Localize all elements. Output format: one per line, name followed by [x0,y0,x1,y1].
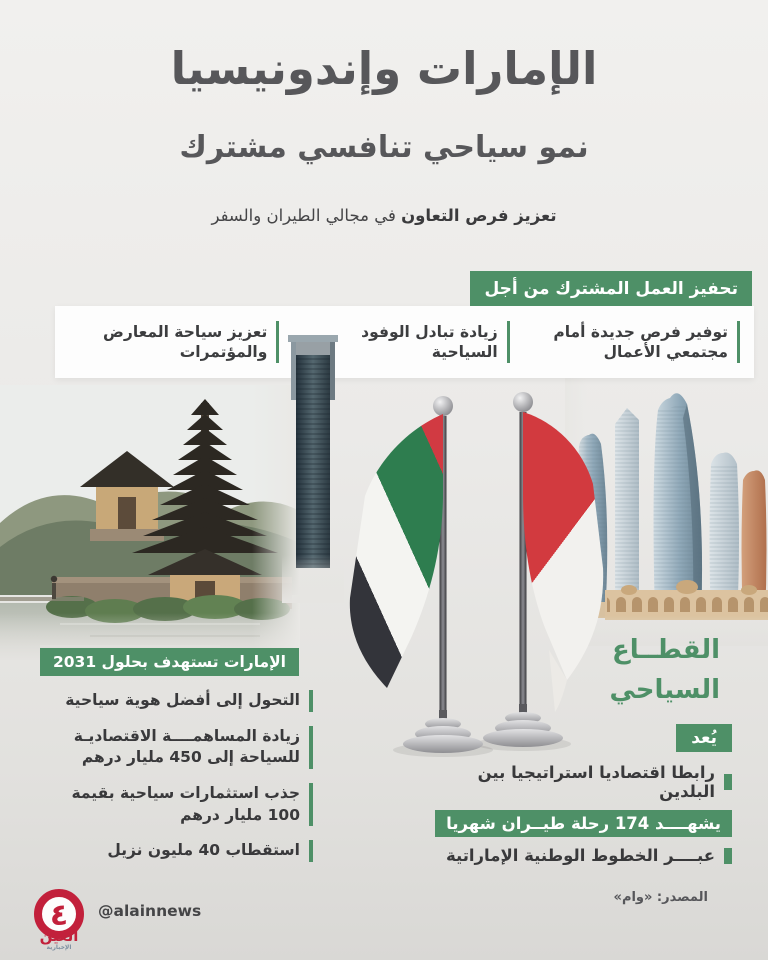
list-item: استقطاب 40 مليون نزيل [55,840,313,862]
sector-panel [420,724,732,874]
sector-title [609,630,720,711]
bullet-marker-icon [724,774,732,790]
list-item: زيادة المساهمــــة الاقتصاديـة للسياحة إلى 450 مليار درهم [55,726,313,769]
logo-name: العين [39,927,79,945]
page-subtitle-secondary [0,206,768,225]
subtitle-rest-part: في مجالي الطيران والسفر [211,206,402,225]
bullet-marker-icon [724,848,732,864]
targets-banner: الإمارات تستهدف بحلول 2031 [40,648,299,676]
sector-title-line1: القطــاع [611,635,720,665]
logo-numeral: ٤ [49,898,69,933]
sector-item-label: رابطا اقتصاديا استراتيجيا بين البلدين [477,763,715,801]
sector-item-label: عبــــر الخطوط الوطنية الإماراتية [445,846,715,865]
page-subtitle-main: نمو سياحي تنافسي مشترك [179,130,589,165]
cooperation-item-label: زيادة تبادل الوفود السياحية [299,321,509,363]
list-item: التحول إلى أفضل هوية سياحية [55,690,313,712]
list-item: جذب استثمارات سياحية بقيمة 100 مليار درهم [55,783,313,826]
page-title: الإمارات وإندونيسيا [170,42,598,95]
social-handle: @alainnews [98,902,202,920]
list-item [420,763,732,801]
logo-tagline: الإخبارية [46,944,72,951]
cooperation-banner: تحفيز العمل المشترك من أجل [470,271,752,306]
bali-temple-photo [0,385,300,660]
subtitle-bold-part: تعزيز فرص التعاون [401,206,557,225]
sector-highlight: يشهــــد 174 رحلة طيــران شهريا [435,810,732,837]
list-item [59,321,289,363]
cooperation-band [55,306,754,378]
list-item [420,846,732,865]
targets-panel [52,648,313,862]
cooperation-item-label: توفير فرص جديدة أمام مجتمعي الأعمال [530,321,740,363]
sector-badge: يُعد [676,724,732,752]
list-item [520,321,750,363]
cooperation-item-label: تعزيز سياحة المعارض والمؤتمرات [69,321,279,363]
source-credit: المصدر: «وام» [613,890,708,905]
sector-title-line2: السياحي [609,675,720,706]
uae-indonesia-table-flags [335,388,635,758]
